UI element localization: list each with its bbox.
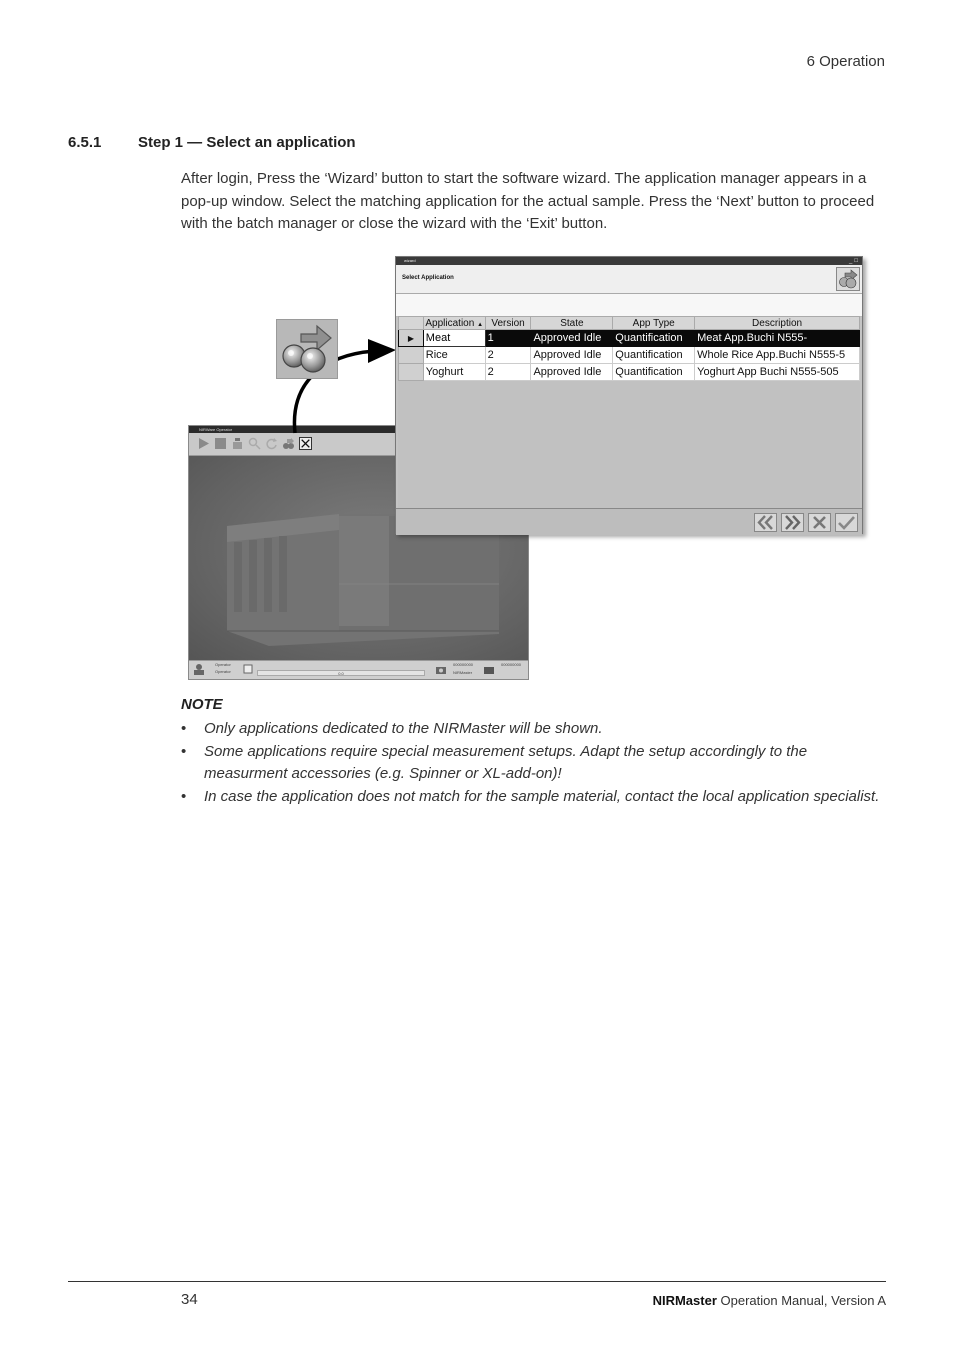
wizard-step-title: Select Application <box>402 275 454 281</box>
list-item: • Only applications dedicated to the NIRMaster will be shown. <box>181 718 881 741</box>
footer-manual-title <box>653 1293 886 1308</box>
footer-rule <box>68 1281 886 1282</box>
table-header-row <box>399 317 860 330</box>
serial-1: 000000000 <box>453 662 474 667</box>
device-name: NIRMaster <box>453 670 473 675</box>
page-number: 34 <box>181 1291 198 1308</box>
row-selected-marker: ▶ <box>399 330 424 347</box>
manual-version: Operation Manual, Version A <box>716 1293 886 1308</box>
operator-window-title: NIRWare Operator <box>189 426 528 433</box>
double-chevron-right-icon <box>782 514 803 531</box>
wizard-button-enlarged <box>276 319 338 379</box>
application-table <box>398 316 860 381</box>
cell-state[interactable]: Approved Idle <box>531 347 613 364</box>
cell-version[interactable]: 1 <box>485 330 531 347</box>
cell-application[interactable]: Meat <box>423 330 485 347</box>
login-icon[interactable] <box>243 664 253 674</box>
column-header-description[interactable]: Description <box>695 317 860 330</box>
table-row[interactable] <box>399 347 860 364</box>
application-grid <box>398 316 860 508</box>
wizard-title: wizard <box>396 257 862 265</box>
search-icon[interactable] <box>248 437 261 450</box>
instrument-icon <box>483 664 495 676</box>
cell-description[interactable]: Meat App.Buchi N555- <box>695 330 860 347</box>
running-header-chapter: 6 Operation <box>806 53 885 70</box>
wizard-header <box>396 265 862 294</box>
cell-state[interactable]: Approved Idle <box>531 330 613 347</box>
wizard-footer <box>396 508 862 535</box>
sort-ascending-icon: ▲ <box>477 321 484 328</box>
next-button[interactable] <box>781 513 804 532</box>
stop-icon[interactable] <box>214 437 227 450</box>
list-item: • Some applications require special measurement setups. Adapt the setup accordingly to the measurment accessories (e.g. Spinner or XL-add-on)! <box>181 741 881 786</box>
wizard-icon <box>837 268 859 290</box>
sample-bottle-icon[interactable] <box>231 437 244 450</box>
cell-version[interactable]: 2 <box>485 347 531 364</box>
column-header-version[interactable]: Version <box>485 317 531 330</box>
wizard-header-icon-box <box>836 267 860 291</box>
note-title: NOTE <box>181 696 223 713</box>
note-list <box>181 718 881 808</box>
cell-application[interactable]: Yoghurt <box>423 364 485 381</box>
cell-description[interactable]: Whole Rice App.Buchi N555-5 <box>695 347 860 364</box>
section-title: Step 1 — Select an application <box>138 134 356 151</box>
wizard-icon <box>277 320 337 378</box>
product-name: NIRMaster <box>652 1293 717 1308</box>
column-header-application[interactable]: Application ▲ <box>423 317 485 330</box>
cell-application[interactable]: Rice <box>423 347 485 364</box>
wizard-filter-band <box>396 294 862 317</box>
exit-icon[interactable] <box>299 437 312 450</box>
list-item: • In case the application does not match for the sample material, contact the local application specialist. <box>181 786 881 809</box>
camera-icon <box>435 664 447 676</box>
cell-state[interactable]: Approved Idle <box>531 364 613 381</box>
serial-2: 000000000 <box>501 662 522 667</box>
row-header <box>399 347 424 364</box>
close-icon <box>809 514 830 531</box>
cell-app-type[interactable]: Quantification <box>613 330 695 347</box>
wizard-dialog <box>395 256 863 534</box>
column-header-app-type[interactable]: App Type <box>613 317 695 330</box>
refresh-icon[interactable] <box>265 437 278 450</box>
operator-status-bar <box>189 660 528 679</box>
double-chevron-left-icon <box>755 514 776 531</box>
progress-bar <box>257 670 425 676</box>
checkmark-icon <box>836 514 857 531</box>
cell-description[interactable]: Yoghurt App Buchi N555-505 <box>695 364 860 381</box>
table-row[interactable] <box>399 330 860 347</box>
user-icon <box>193 663 205 675</box>
table-row[interactable] <box>399 364 860 381</box>
cell-version[interactable]: 2 <box>485 364 531 381</box>
exit-button[interactable] <box>808 513 831 532</box>
finish-button[interactable] <box>835 513 858 532</box>
operator-label: Operator <box>215 662 231 667</box>
wizard-icon[interactable] <box>282 437 295 450</box>
section-number: 6.5.1 <box>68 134 102 151</box>
progress-text: 0.0 <box>338 671 344 676</box>
operator-value: Operator <box>215 669 231 674</box>
row-header-corner <box>399 317 424 330</box>
column-header-state[interactable]: State <box>531 317 613 330</box>
window-controls[interactable]: _□ <box>849 258 860 264</box>
play-icon[interactable] <box>197 437 210 450</box>
row-header <box>399 364 424 381</box>
cell-app-type[interactable]: Quantification <box>613 364 695 381</box>
cell-app-type[interactable]: Quantification <box>613 347 695 364</box>
back-button[interactable] <box>754 513 777 532</box>
body-paragraph: After login, Press the ‘Wizard’ button to start the software wizard. The application manager appears in a pop-up window. Select the matching application for the actual sample. Press the ‘Next’ button to proceed with the batch manager or close the wizard with the ‘Exit’ button. <box>181 170 875 232</box>
